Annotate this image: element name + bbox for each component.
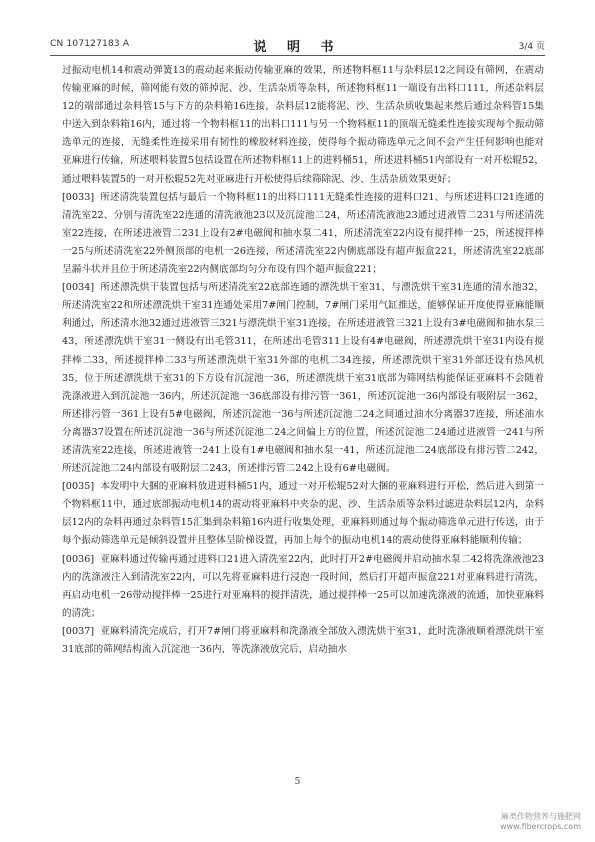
paragraph-number: [0034] — [62, 282, 95, 294]
site-watermark — [500, 812, 581, 832]
paragraph-text: 所述漂洗烘干装置包括与所述清洗室22底部连通的漂洗烘干室31、与漂洗烘干室31连通的清水池32，所述清洗室22和所述漂洗烘干室31连通处采用7#闸门控制，7#闸门采用气缸推送，能够保证开度使得亚麻能顺利通过，所述清水池32通过进液管三321与漂洗烘干室31连接，在所述进液管三321上设有3#电磁阀和抽水泵三43，所述漂洗烘干室31一侧设有出毛管311，在所述出毛管311上设有4#电磁阀，所述漂洗烘干室31内设有搅拌棒二33，所述搅拌棒二33与所述漂洗烘干室31外部的电机二34连接，所述漂洗烘干室31外部还设有热风机35，位于所述漂洗烘干室31的下方设有沉淀池一36，所述漂洗烘干室31底部为筛网结构能保证亚麻料不会随着洗涤液进入到沉淀池一36内，所述沉淀池一36底部设有排污管一361，所述沉淀池一36内部设有吸附层一362，所述排污管一361上设有5#电磁阀，所述沉淀池一36与所述沉淀池二24之间通过油水分离器37连接，所述油水分离器37设置在所述沉淀池一36与所述沉淀池二24之间偏上方的位置，所述沉淀池二24通过进液管一241与所述清洗室22连接，所述进液管一241上设有1#电磁阀和抽水泵一41，所述沉淀池二24底部设有排污管二242，所述沉淀池二24内部设有吸附层二243，所述排污管二242上设有6#电磁阀。 — [62, 282, 544, 475]
paragraph-text: 亚麻料清洗完成后，打开7#闸门将亚麻料和洗涤液全部放入漂洗烘干室31，此时洗涤液顺着漂洗烘干室31底部的筛网结构流入沉淀池一36内，等洗涤液放完后，启动抽水 — [62, 625, 544, 655]
page-number: 5 — [294, 777, 301, 787]
paragraph-number: [0037] — [62, 625, 95, 637]
paragraph-number: [0035] — [62, 481, 95, 493]
paragraph-0034 — [62, 279, 544, 478]
paragraph-continued — [62, 62, 544, 189]
publication-number: CN 107127183 A — [50, 39, 130, 49]
page-header — [50, 36, 545, 55]
paragraph-0037 — [62, 623, 544, 659]
paragraph-text: 所述清洗装置包括与最后一个物料框11的出料口111无缝柔性连接的进料口21、与所述进料口21连通的清洗室22、分别与清洗室22连通的清洗液池23以及沉淀池二24，所述清洗液池23通过进液管二231与所述清洗室22连接，在所述进液管二231上设有2#电磁阀和抽水泵二41，所述清洗室22内设有搅拌棒一25，所述搅拌棒一25与所述清洗室22外侧顶部的电机一26连接，所述清洗室22内侧底部设有超声振盒221，所述清洗室22底部呈漏斗状并且位于所述清洗室22内侧底部均匀分布设有四个超声振盒221； — [62, 191, 544, 276]
paragraph-0035 — [62, 478, 544, 550]
paragraph-text: 本发明中大捆的亚麻料放进进料桶51内，通过一对开松辊52对大捆的亚麻料进行开松，然后进入到第一个物料框11中，通过底部振动电机14的震动将亚麻料中夹杂的泥、沙、生活杂质等杂料过滤进杂料层12内，杂料层12内的杂料再通过杂料管15汇集到杂料箱16内进行收集处理，亚麻料则通过每个振动筛选单元进行传送，由于每个振动筛选单元是倾斜设置并且整体呈阶梯设置，再加上每个的振动电机14的震动使得亚麻料能顺利传输； — [62, 481, 544, 547]
paragraph-text: 过振动电机14和震动弹簧13的震动起来振动传输亚麻的效果，所述物料框11与杂料层12之间设有筛网，在震动传输亚麻的时候，筛网能有效的筛掉泥、沙、生活杂质等杂料，所述物料框11一端设有出料口111，所述杂料层12的端部通过杂料管15与下方的杂料箱16连接，杂料层12能将泥、沙、生活杂质收集起来然后通过杂料管15集中送入到杂料箱16内，通过将一个物料框11的出料口111与另一个物料框11的顶端无缝柔性连接实现每个振动筛选单元的连接，无缝柔性连接采用有韧性的橡胶材料连接，使得每个振动筛选单元之间不会产生任何影响也能对亚麻进行传输，所述喂料装置5包括设置在所述物料框11上的进料桶51，所述进料桶51内部设有一对开松辊52，通过喂料装置5的一对开松辊52先对亚麻进行开松使得后续筛除泥、沙、生活杂质效果更好； — [62, 65, 544, 185]
document-title: 说 明 书 — [253, 40, 342, 55]
header-divider — [50, 55, 545, 56]
page-info: 3/4 页 — [518, 42, 545, 52]
paragraph-number: [0033] — [62, 191, 95, 203]
paragraph-0036 — [62, 551, 544, 623]
paragraph-0033 — [62, 189, 544, 279]
watermark-site-name: 麻类作物营养与施肥网 — [501, 812, 581, 821]
paragraph-text: 亚麻料通过传输再通过进料口21进入清洗室22内，此时打开2#电磁阀并启动抽水泵二42将洗涤液池23内的洗涤液注入到清洗室22内，可以先将亚麻料进行浸泡一段时间，然后打开超声振盒221对亚麻料进行清洗，再启动电机一26带动搅拌棒一25进行对亚麻料的搅拌清洗，通过搅拌棒一25可以加速洗涤液的流通，加快亚麻料的清洗； — [62, 553, 544, 619]
document-body — [62, 62, 544, 659]
watermark-url: www.fibercrops.com — [500, 822, 581, 831]
paragraph-number: [0036] — [62, 553, 95, 565]
